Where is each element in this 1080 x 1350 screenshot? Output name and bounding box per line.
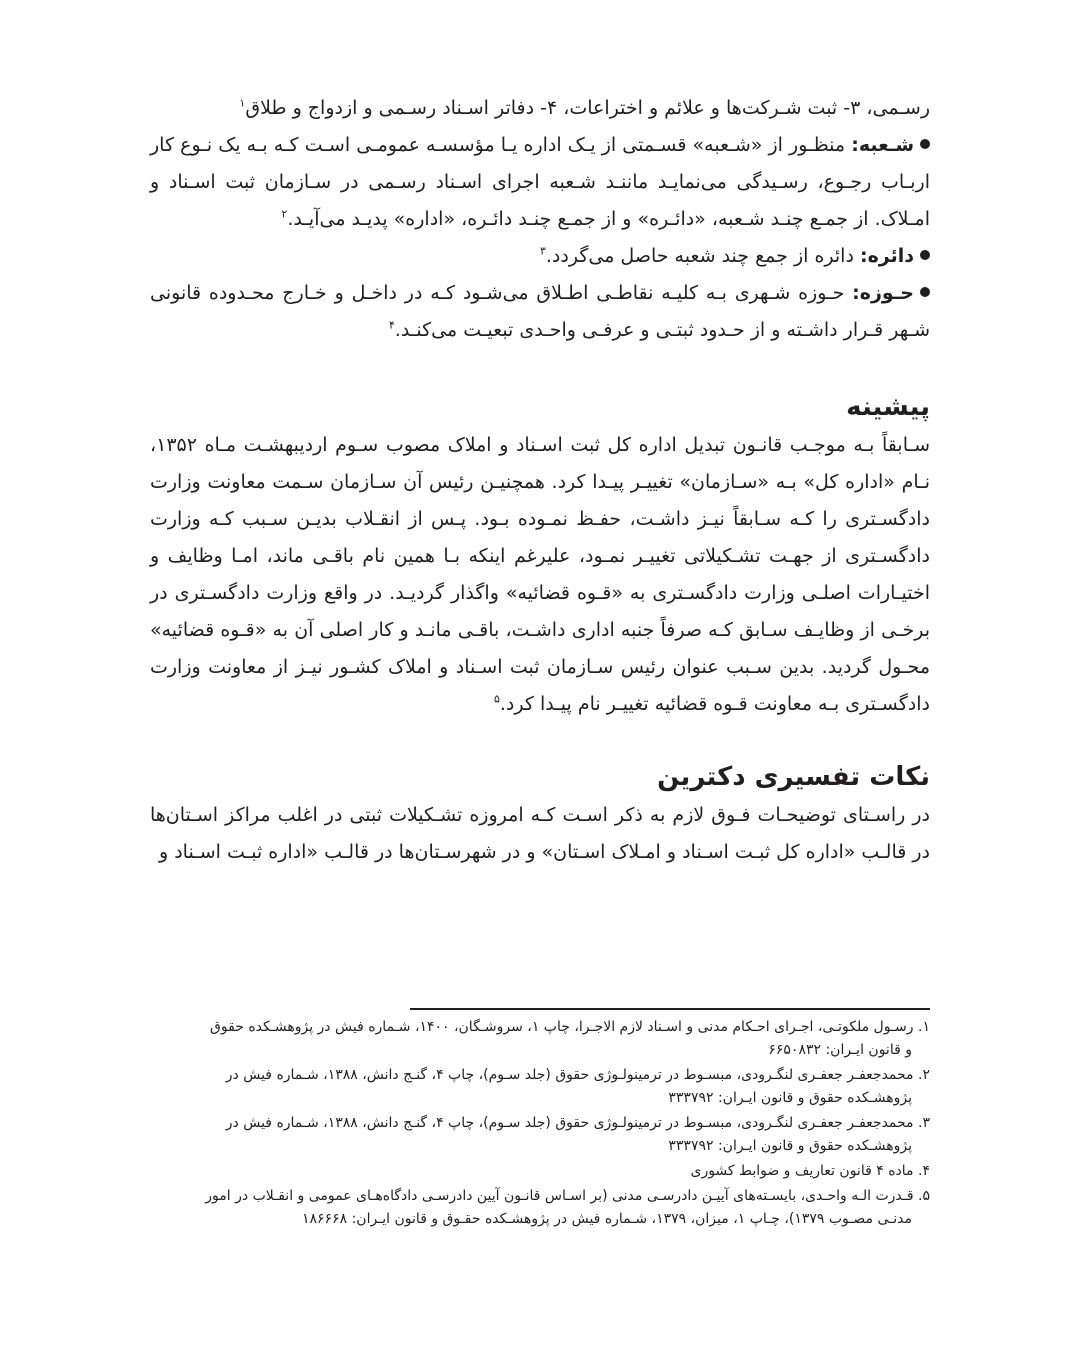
footnote-number: ۱. [918, 1019, 930, 1035]
footnote-ref-3: ۳ [539, 244, 546, 258]
footnote-text: رسـول ملکوتـی، اجـرای احـکام مدنی و اسـناد لازم الاجـرا، چاپ ۱، سروشـگان، ۱۴۰۰، شـماره فیش در پژوهشـکده حقوق [210, 1019, 914, 1035]
footnotes [150, 1016, 930, 1233]
footnote-number: ۴. [918, 1163, 930, 1179]
footnote-text: قـدرت الـه واحـدی، بایسـته‌های آییـن دادرسـی مدنی (بر اسـاس قانـون آیین دادرسـی دادگاه‌هـای عمومی و انقـلاب در امور [205, 1188, 914, 1204]
footnote-number: ۵. [918, 1188, 930, 1204]
definition-term: حـوزه: [852, 282, 914, 304]
doctrine-paragraph: در راسـتای توضیحـات فـوق لازم به ذکر اسـت کـه امروزه تشـکیلات ثبتی در اغلب مراکز اسـتان‌ها در قالـب «اداره کل ثبـت اسـناد و امـلاک اسـتان» و در شهرسـتان‌ها در قالـب «اداره ثبـت اسـناد و [150, 804, 930, 863]
definition-body: منظـور از «شـعبه» قسـمتی از یـک اداره یـا مؤسسـه عمومـی اسـت کـه بـه یک نـوع کار اربـاب رجـوع، رسـیدگی می‌نمایـد ماننـد شـعبه اجرای اسـناد رسـمی در سـازمان ثبت اسـناد و امـلاک. از جمـع چنـد شـعبه، «دائـره» و از جمـع چنـد دائـره، «اداره» پدیـد می‌آیـد. [150, 134, 930, 230]
footnote-ref-4: ۴ [388, 318, 395, 332]
definition-item-hozeh [150, 275, 930, 349]
history-paragraph [150, 427, 930, 723]
footnote-1 [150, 1016, 930, 1062]
footnote-continuation: مدنـی مصـوب ۱۳۷۹)، چـاپ ۱، میزان، ۱۳۷۹، شـماره فیش در پژوهشـکده حقـوق و قانون ایـران: ۱۸۶۶۶۸ [302, 1211, 912, 1227]
page-body [150, 90, 930, 871]
footnote-divider [410, 1008, 930, 1010]
section-heading-history: پیشینه [846, 392, 930, 422]
footnote-4 [150, 1160, 930, 1183]
footnote-3 [150, 1112, 930, 1158]
footnote-continuation: پژوهشـکده حقوق و قانون ایـران: ۳۳۳۷۹۲ [668, 1090, 912, 1106]
footnote-continuation: پژوهشـکده حقوق و قانون ایـران: ۳۳۳۷۹۲ [668, 1138, 912, 1154]
footnote-ref-1: ۱ [239, 96, 246, 110]
footnote-text: محمدجعفـر جعفـری لنگـرودی، مبسـوط در ترمینولـوژی حقوق (جلد سـوم)، چاپ ۴، گنـج دانش، ۱۳۸۸، شـماره فیش در [225, 1067, 914, 1083]
section-heading-doctrine: نکات تفسیری دکترین [657, 762, 930, 792]
footnote-2 [150, 1064, 930, 1110]
footnote-number: ۳. [918, 1115, 930, 1131]
footnote-text: ماده ۴ قانون تعاریف و ضوابط کشوری [690, 1163, 914, 1179]
definition-term: شـعبه: [851, 134, 914, 156]
definition-body: دائره از جمع چند شعبه حاصل می‌گردد. [545, 245, 854, 267]
footnote-text: محمدجعفـر جعفـری لنگـرودی، مبسـوط در ترمینولـوژی حقوق (جلد سـوم)، چاپ ۴، گنـج دانش، ۱۳۸۸، شـماره فیش در [225, 1115, 914, 1131]
footnote-number: ۲. [918, 1067, 930, 1083]
history-text: سـابقاً بـه موجـب قانـون تبدیل اداره کل ثبت اسـناد و املاک مصوب سـوم اردیبهشـت مـاه ۱۳۵۲، نـام «اداره کل» بـه «سـازمان» تغییـر پیـدا کرد. همچنیـن رئیس آن سـازمان سـمت معاونت وزارت دادگسـتری را کـه سـابقاً نیـز داشـت، حفـظ نمـوده بـود. پـس از انقـلاب بدیـن سـبب کـه وزارت دادگسـتری از جهـت تشـکیلاتی تغییـر نمـود، علیرغم اینکه بـا همین نام باقـی ماند، امـا وظایف و اختیـارات اصلـی وزارت دادگسـتری به «قـوه قضائیه» واگذار گردیـد. در واقع وزارت دادگسـتری در برخـی از وظایـف سـابق کـه صرفاً جنبه اداری داشـت، باقـی مانـد و کار اصلی آن به «قـوه قضائیه» محـول گردید. بدین سـبب عنوان رئیس سـازمان ثبت اسـناد و املاک کشـور نیـز از معاونت وزارت دادگسـتری بـه معاونت قـوه قضائیه تغییـر نام پیـدا کرد. [150, 434, 930, 715]
definition-term: دائره: [859, 245, 914, 267]
bullet-icon [920, 250, 930, 260]
intro-tail-text: رسـمی، ۳- ثبت شـرکت‌ها و علائم و اختراعات، ۴- دفاتر اسـناد رسـمی و ازدواج و طلاق [245, 97, 930, 119]
footnote-ref-2: ۲ [281, 207, 288, 221]
definitions-intro-tail [150, 90, 930, 127]
bullet-icon [920, 287, 930, 297]
definition-item-daereh [150, 238, 930, 275]
definition-item-shobeh [150, 127, 930, 238]
footnote-5 [150, 1185, 930, 1231]
footnote-ref-5: ۵ [493, 692, 500, 706]
bullet-icon [920, 139, 930, 149]
definition-body: حـوزه شـهری بـه کلیـه نقاطـی اطـلاق می‌شـود کـه در داخـل و خـارج محـدوده قانونی شـهر قـرار داشـته و از حـدود ثبتـی و عرفـی واحـدی تبعیـت می‌کنـد. [150, 282, 930, 341]
footnote-continuation: و قانون ایـران: ۶۶۵۰۸۳۲ [768, 1042, 912, 1058]
